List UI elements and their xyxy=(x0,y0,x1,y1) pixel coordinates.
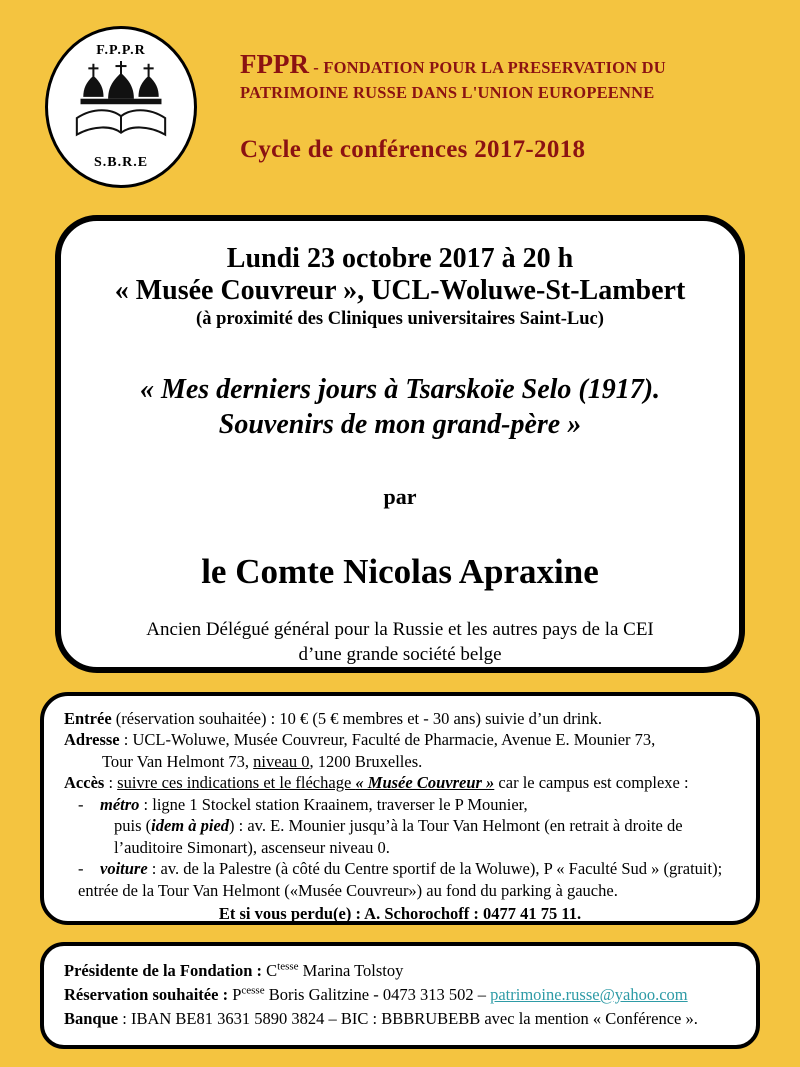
acces-rest: car le campus est complexe : xyxy=(494,773,689,793)
org-name-line2: PATRIMOINE RUSSE DANS L'UNION EUROPEENNE xyxy=(240,83,655,103)
voiture-text: : av. de la Palestre (à côté du Centre sportif de la Woluwe), P « Faculté Sud » (gratuit); entrée de la Tour Van Helmont («Musée Couvreur») au fond du parking à gauche. xyxy=(78,859,723,900)
domes-and-book-icon xyxy=(62,61,180,153)
practical-info-box xyxy=(40,692,760,925)
acces-line xyxy=(64,772,736,793)
adresse-line2-pre: Tour Van Helmont 73, xyxy=(102,751,254,771)
logo-text-bottom: S.B.R.E xyxy=(93,155,149,170)
reservation-sup: cesse xyxy=(241,984,265,997)
presidente-initial: C xyxy=(262,961,278,980)
presidente-label: Présidente de la Fondation : xyxy=(64,961,262,980)
org-abbr: FPPR xyxy=(240,49,309,79)
event-venue-note: (à proximité des Cliniques universitaires Saint-Luc) xyxy=(196,309,604,329)
acces-underlined: suivre ces indications et le fléchage xyxy=(117,773,356,793)
adresse-line2-post: , 1200 Bruxelles. xyxy=(309,751,423,771)
fppr-logo xyxy=(45,26,197,188)
talk-title xyxy=(61,372,739,442)
reservation-line xyxy=(64,983,736,1007)
acces-musee: « Musée Couvreur » xyxy=(355,773,495,793)
metro-line xyxy=(64,794,736,815)
banque-text: : IBAN BE81 3631 5890 3824 – BIC : BBBRUBEBB avec la mention « Conférence ». xyxy=(118,1008,698,1028)
metro-line2 xyxy=(64,815,736,858)
event-box xyxy=(55,215,745,673)
talk-title-line1: « Mes derniers jours à Tsarskoïe Selo (1917). xyxy=(139,374,661,405)
adresse-niveau: niveau 0 xyxy=(253,751,310,771)
event-date: Lundi 23 octobre 2017 à 20 h xyxy=(226,243,574,274)
banque-label: Banque xyxy=(64,1008,119,1028)
event-venue: « Musée Couvreur », UCL-Woluwe-St-Lambert xyxy=(114,275,686,306)
entree-text: (réservation souhaitée) : 10 € (5 € membres et - 30 ans) suivie d’un drink. xyxy=(111,709,602,728)
speaker-description xyxy=(61,618,739,667)
voiture-line xyxy=(64,858,736,901)
acces-label: Accès xyxy=(64,773,105,793)
talk-title-line2: Souvenirs de mon grand-père » xyxy=(218,409,582,440)
presidente-name: Marina Tolstoy xyxy=(298,961,404,980)
adresse-label: Adresse xyxy=(64,730,120,750)
metro-dash: - xyxy=(78,794,84,814)
par-label: par xyxy=(383,484,417,509)
reservation-initial: P xyxy=(228,984,242,1004)
lost-contact-line: Et si vous perdu(e) : A. Schorochoff : 0477 41 75 11. xyxy=(218,903,582,923)
adresse-line2 xyxy=(64,751,736,772)
metro-line2-post: ) : av. E. Mounier jusqu’à la Tour Van Helmont (en retrait à droite de l’auditoire Simonart), ascenseur niveau 0. xyxy=(114,816,683,857)
org-title xyxy=(240,46,780,105)
reservation-text: Boris Galitzine - 0473 313 502 – xyxy=(264,984,491,1004)
org-sep: - xyxy=(308,58,324,77)
speaker-name: le Comte Nicolas Apraxine xyxy=(201,552,599,591)
adresse-line xyxy=(64,729,736,750)
banque-line xyxy=(64,1007,736,1031)
logo-text-top: F.P.P.R xyxy=(96,43,146,58)
entree-label: Entrée xyxy=(64,709,112,728)
metro-label: métro xyxy=(100,794,140,814)
voiture-dash: - xyxy=(78,859,84,879)
entree-line xyxy=(64,708,736,729)
speaker-description-line1: Ancien Délégué général pour la Russie et les autres pays de la CEI xyxy=(146,619,654,640)
email-link[interactable]: patrimoine.russe@yahoo.com xyxy=(490,984,688,1004)
speaker-description-line2: d’une grande société belge xyxy=(298,643,502,665)
voiture-label: voiture xyxy=(100,859,148,879)
cycle-title: Cycle de conférences 2017-2018 xyxy=(240,136,586,163)
metro-text: : ligne 1 Stockel station Kraainem, traverser le P Mounier, xyxy=(139,794,528,814)
adresse-text: : UCL-Woluwe, Musée Couvreur, Faculté de Pharmacie, Avenue E. Mounier 73, xyxy=(119,730,656,750)
metro-idem: idem à pied xyxy=(151,816,230,836)
footer-box xyxy=(40,942,760,1049)
acces-colon: : xyxy=(104,773,118,793)
org-name-line1: FONDATION POUR LA PRESERVATION DU xyxy=(323,58,666,77)
reservation-label: Réservation souhaitée : xyxy=(64,984,229,1004)
metro-line2-pre: puis ( xyxy=(114,816,152,836)
presidente-sup: tesse xyxy=(277,960,299,973)
presidente-line xyxy=(64,959,736,983)
